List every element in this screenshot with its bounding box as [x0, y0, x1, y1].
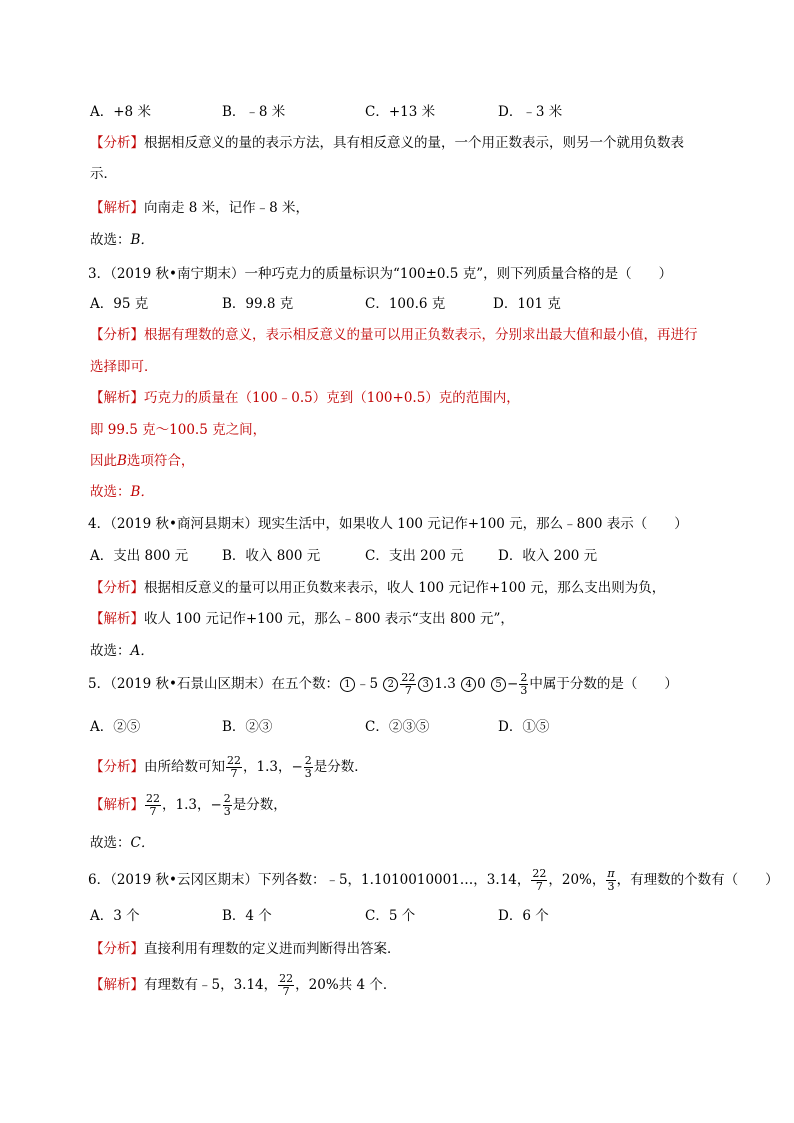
circled-number-3: 3 [418, 677, 433, 692]
q3-option-a: A．95 克 [90, 296, 149, 312]
q4-option-a: A．支出 800 元 [90, 548, 189, 564]
q3-answer: 故选：B． [90, 484, 154, 500]
q4-solution: 【解析】收人 100 元记作+100 元，那么﹣800 表示“支出 800 元”， [90, 611, 514, 627]
q2-analysis: 【分析】根据相反意义的量的表示方法，具有相反意义的量，一个用正数表示，则另一个就用负数表 [90, 135, 684, 151]
fraction-22-7: $\frac{22}{7}$ [227, 754, 241, 780]
q3-option-c: C．100.6 克 [365, 296, 446, 312]
q4-option-b: B．收入 800 元 [222, 548, 321, 564]
q5-option-b: B．②③ [222, 719, 273, 735]
q5-options [90, 717, 650, 737]
q2-option-b: B．﹣8 米 [222, 104, 286, 120]
q6-option-d: D．6 个 [498, 908, 549, 924]
q2-answer: 故选：B． [90, 232, 154, 248]
q6-option-a: A．3 个 [90, 908, 140, 924]
q5-option-c: C．②③⑤ [365, 719, 430, 735]
q3-solution-3: 因此B选项符合， [90, 453, 195, 469]
circled-number-5: 5 [491, 677, 506, 692]
q6-option-c: C．5 个 [365, 908, 416, 924]
q3-solution-2: 即 99.5 克～100.5 克之间， [90, 422, 267, 438]
q2-options [90, 102, 650, 122]
q5-analysis: 【分析】由所给数可知 $\frac{22}{7}$ ，1.3，− $\frac{2}{3}$ 是分数． [90, 754, 368, 780]
q5-solution: 【解析】 $\frac{22}{7}$ ，1.3，− $\frac{2}{3}$ 是分数， [90, 792, 287, 818]
q5-option-d: D．①⑤ [498, 719, 550, 735]
q3-options [90, 294, 650, 314]
fraction-2-3: $\frac{2}{3}$ [520, 671, 528, 697]
q6-solution: 【解析】有理数有﹣5，3.14， $\frac{22}{7}$ ，20%共 4 个． [90, 972, 397, 998]
q6-analysis: 【分析】直接利用有理数的定义进而判断得出答案． [90, 941, 401, 957]
q2-option-c: C．+13 米 [365, 104, 436, 120]
q2-solution: 【解析】向南走 8 米，记作﹣8 米， [90, 200, 310, 216]
q5-answer: 故选：C． [90, 835, 155, 851]
fraction-2-3: $\frac{2}{3}$ [223, 792, 231, 818]
q4-answer: 故选：A． [90, 643, 154, 659]
q4-option-d: D．收入 200 元 [498, 548, 598, 564]
q4-options [90, 546, 650, 566]
q3-analysis-cont: 选择即可． [90, 359, 158, 375]
circled-number-1: 1 [340, 677, 355, 692]
q3-analysis: 【分析】根据有理数的意义，表示相反意义的量可以用正负数表示，分别求出最大值和最小值，再进行 [90, 327, 698, 343]
fraction-22-7: $\frac{22}{7}$ [279, 972, 294, 998]
q3-stem: 3．（2019 秋•南宁期末）一种巧克力的质量标识为“100±0.5 克”，则下列质量合格的是（ ） [88, 266, 673, 282]
fraction-pi-3: $\frac{\pi}{3}$ [607, 867, 615, 893]
q6-stem: 6．（2019 秋•云冈区期末）下列各数：﹣5，1.1010010001…，3.14， $\frac{22}{7}$ ，20%， $\frac{\pi}{3}$ ，有理数的个数有（ ） [88, 867, 779, 893]
q4-stem: 4．（2019 秋•商河县期末）现实生活中，如果收人 100 元记作+100 元，那么﹣800 表示（ ） [88, 516, 688, 532]
q2-option-a: A．+8 米 [90, 104, 151, 120]
circled-number-2: 2 [383, 677, 398, 692]
fraction-22-7: $\frac{22}{7}$ [401, 671, 416, 697]
q5-option-a: A．②⑤ [90, 719, 141, 735]
circled-number-4: 4 [461, 677, 476, 692]
q3-option-b: B．99.8 克 [222, 296, 294, 312]
q3-solution-1: 【解析】巧克力的质量在（100﹣0.5）克到（100+0.5）克的范围内， [90, 390, 520, 406]
q2-option-d: D．﹣3 米 [498, 104, 563, 120]
q4-analysis: 【分析】根据相反意义的量可以用正负数来表示，收人 100 元记作+100 元，那么支出则为负， [90, 580, 666, 596]
fraction-22-7: $\frac{22}{7}$ [146, 792, 160, 818]
q2-analysis-cont: 示． [90, 166, 117, 182]
q3-option-d: D．101 克 [493, 296, 561, 312]
fraction-22-7: $\frac{22}{7}$ [532, 867, 547, 893]
q5-stem: 5．（2019 秋•石景山区期末）在五个数： 1 ﹣5 2 $\frac{22}{7}$ 3 1.3 4 0 5 − $\frac{2}{3}$ 中属于分数的是（ ） [88, 671, 678, 697]
q4-option-c: C．支出 200 元 [365, 548, 464, 564]
fraction-2-3: $\frac{2}{3}$ [304, 754, 312, 780]
q6-options [90, 906, 650, 926]
q6-option-b: B．4 个 [222, 908, 272, 924]
